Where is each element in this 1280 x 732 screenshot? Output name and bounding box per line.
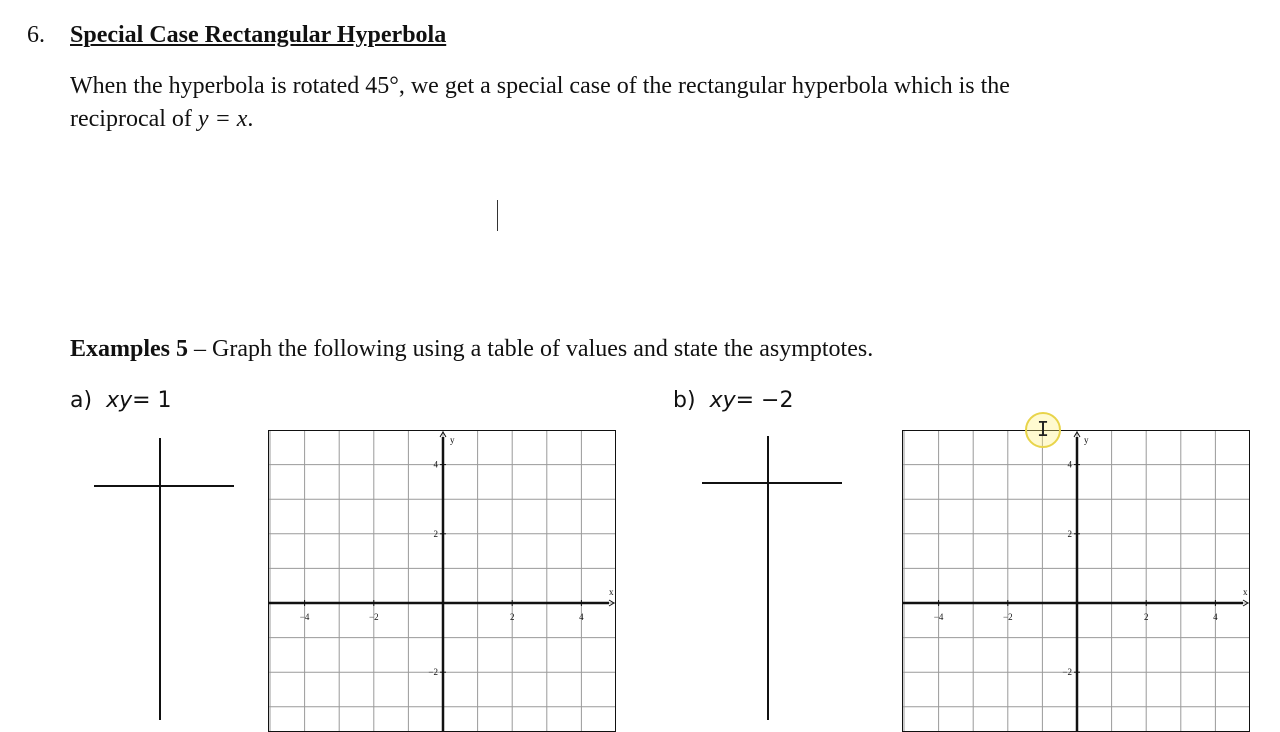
part-a-equation: = 1 — [132, 388, 172, 413]
graph-b-y-tick-label: −2 — [1062, 667, 1072, 678]
graph-a-x-tick-label: 2 — [509, 612, 515, 622]
graph-b-axes — [903, 432, 1248, 731]
part-a-label — [70, 388, 172, 413]
graph-a-labels — [300, 435, 614, 677]
intro-line-1: When the hyperbola is rotated 45°, we get a special case of the rectangular hyperbola which is the — [70, 73, 1010, 99]
graph-a-x-tick-label: −4 — [299, 612, 310, 622]
graph-b-labels — [934, 435, 1248, 677]
graph-a-x-label: x — [609, 587, 614, 597]
part-a-variable: xy — [106, 388, 133, 413]
part-b-label — [673, 388, 793, 413]
text-cursor-icon: I — [1037, 417, 1050, 441]
graph-b-x-label: x — [1243, 587, 1248, 597]
graph-b-svg — [903, 431, 1249, 731]
table-a-vertical-rule — [159, 438, 161, 720]
text-caret — [497, 200, 498, 231]
graph-b-x-tick-label: 4 — [1213, 612, 1218, 622]
examples-instruction: – Graph the following using a table of values and state the asymptotes. — [188, 336, 874, 362]
graph-b-y-label: y — [1084, 435, 1089, 445]
graph-b-x-tick-label: 2 — [1143, 612, 1149, 622]
table-b-horizontal-rule — [702, 482, 842, 484]
graph-a-x-tick-label: 4 — [579, 612, 584, 622]
graph-a-y-tick-label: −2 — [428, 667, 438, 678]
intro-line-2-prefix: reciprocal of — [70, 106, 198, 132]
part-b-equation: = −2 — [735, 388, 794, 413]
graph-b — [902, 430, 1250, 732]
examples-label: Examples 5 — [70, 336, 189, 362]
table-b-vertical-rule — [767, 436, 769, 720]
graph-a-y-tick-label: 4 — [433, 459, 438, 470]
intro-paragraph — [70, 70, 1230, 136]
graph-b-x-tick-label: −2 — [1003, 612, 1013, 622]
examples-heading — [70, 336, 873, 363]
intro-line-2-suffix: . — [247, 106, 254, 132]
part-b-letter: b) — [673, 388, 696, 413]
part-b-variable: xy — [709, 388, 736, 413]
table-a-horizontal-rule — [94, 485, 234, 487]
graph-a-axes — [269, 432, 614, 731]
graph-a-y-label: y — [450, 435, 455, 445]
graph-a-x-tick-label: −2 — [369, 612, 379, 622]
graph-a — [268, 430, 616, 732]
graph-b-y-tick-label: 2 — [1067, 528, 1072, 539]
part-a-letter: a) — [70, 388, 93, 413]
graph-a-svg — [269, 431, 615, 731]
section-number: 6. — [27, 22, 45, 48]
graph-b-x-tick-label: −4 — [933, 612, 944, 622]
graph-a-y-tick-label: 2 — [433, 528, 438, 539]
intro-math: y = x — [197, 106, 248, 132]
graph-b-y-tick-label: 4 — [1067, 459, 1072, 470]
section-title: Special Case Rectangular Hyperbola — [70, 22, 447, 48]
